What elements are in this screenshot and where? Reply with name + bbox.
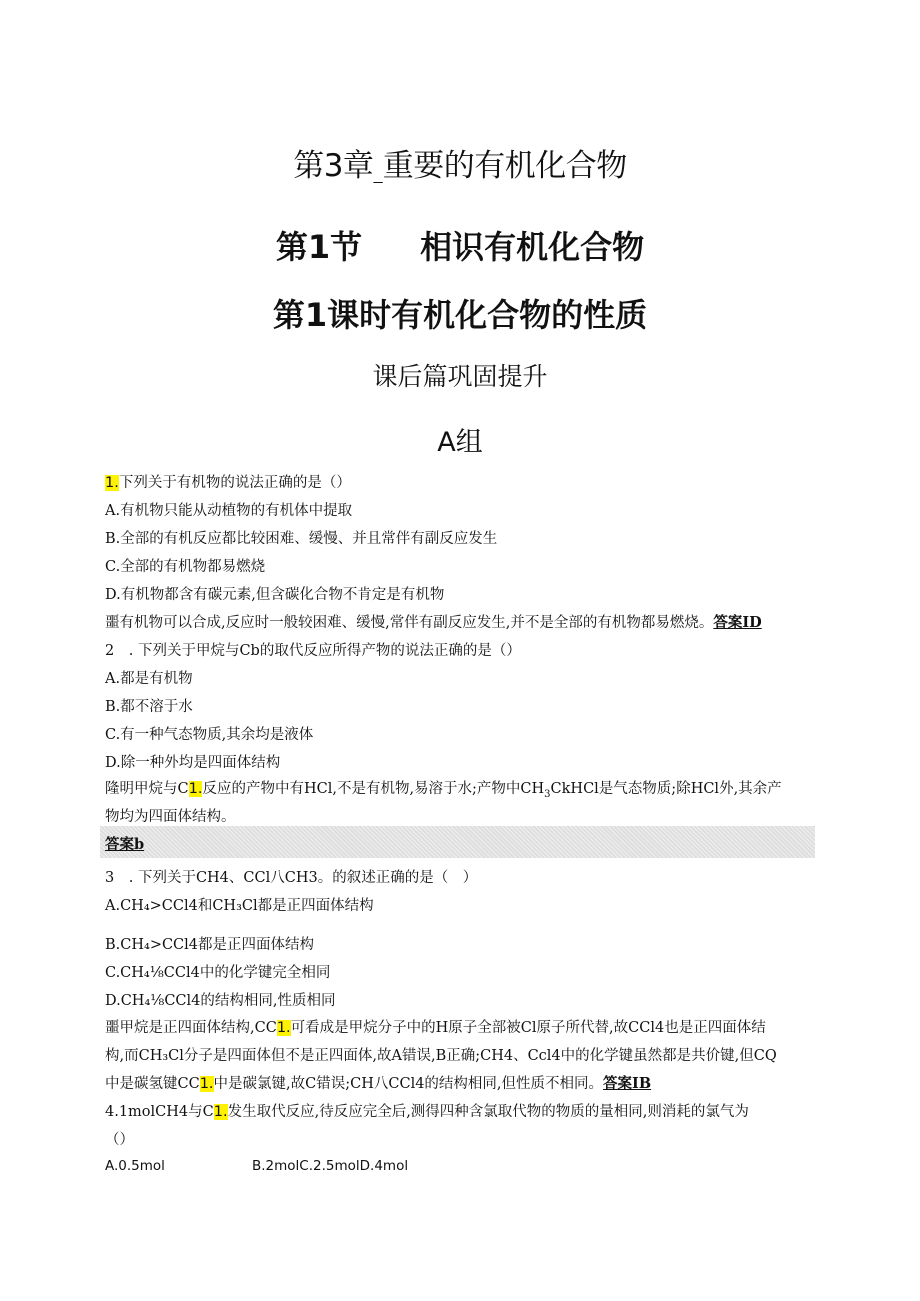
q2-analysis-part-a: 隆明甲烷与C xyxy=(105,781,189,797)
q1-option-b: B.全部的有机反应都比较困难、缓慢、并且常伴有副反应发生 xyxy=(105,531,498,547)
section-label: 第1节 xyxy=(275,228,363,266)
q3-analysis-line2: 构,而CH₃Cl分子是四面体但不是正四面体,故A错误,B正确;CH4、Ccl4中的化学键虽然都是共价键,但CQ xyxy=(105,1048,777,1064)
q2-analysis-highlight: 1. xyxy=(188,781,203,797)
q3-stem: 3 . 下列关于CH4、CCl八CH3。的叙述正确的是（ ） xyxy=(105,870,478,886)
subtitle: 课后篇巩固提升 xyxy=(372,362,548,391)
q3-option-b: B.CH₄>CCl4都是正四面体结构 xyxy=(105,937,315,953)
q4-stem-part-a: 4.1molCH4与C xyxy=(105,1104,214,1120)
q3-analysis-l1-part-a: 噩甲烷是正四面体结构,CC xyxy=(105,1020,277,1036)
section-name: 相识有机化合物 xyxy=(420,228,645,266)
q2-analysis-subscript: 3 xyxy=(544,788,551,800)
q1-answer: 答案ID xyxy=(713,614,762,631)
q2-option-a: A.都是有机物 xyxy=(105,671,193,687)
q4-stem xyxy=(105,1100,749,1121)
q2-answer xyxy=(105,833,144,854)
q2-option-b: B.都不溶于水 xyxy=(105,699,193,715)
q2-option-d: D.除一种外均是四面体结构 xyxy=(105,755,281,771)
chapter-underline-gap xyxy=(373,148,382,184)
q2-analysis-part-c: CkHCl是气态物质;除HCl外,其余产 xyxy=(550,781,782,797)
q2-answer-text: 答案b xyxy=(105,836,145,853)
q4-option-a: A.0.5mol xyxy=(105,1158,165,1174)
q1-analysis xyxy=(105,611,762,632)
q3-analysis-l1-part-b: 可看成是甲烷分子中的H原子全部被Cl原子所代替,故CCl4也是正四面体结 xyxy=(290,1020,766,1036)
q2-option-c: C.有一种气态物质,其余均是液体 xyxy=(105,727,314,743)
q4-options-rest: B.2molC.2.5molD.4mol xyxy=(252,1158,409,1174)
answer-shaded-bar xyxy=(100,826,815,858)
q3-analysis-line3 xyxy=(105,1072,651,1093)
q3-analysis-line1 xyxy=(105,1016,766,1037)
q3-option-c: C.CH₄⅛CCl4中的化学键完全相同 xyxy=(105,965,331,981)
q1-option-d: D.有机物都含有碳元素,但含碳化合物不肯定是有机物 xyxy=(105,587,445,603)
q3-option-d: D.CH₄⅛CCl4的结构相同,性质相同 xyxy=(105,993,336,1009)
q3-option-a: A.CH₄>CCl4和CH₃Cl都是正四面体结构 xyxy=(105,898,374,914)
q2-analysis-part-b: 反应的产物中有HCl,不是有机物,易溶于水;产物中CH xyxy=(202,781,545,797)
q1-analysis-text: 噩有机物可以合成,反应时一般较困难、缓慢,常伴有副反应发生,并不是全部的有机物都易燃烧。 xyxy=(105,615,714,631)
lesson-title: 第1课时有机化合物的性质 xyxy=(272,296,648,334)
chapter-prefix: 第3章 xyxy=(293,148,374,184)
group-label: A组 xyxy=(437,427,483,458)
q1-option-a: A.有机物只能从动植物的有机体中提取 xyxy=(105,503,353,519)
q1-number-highlight: 1. xyxy=(105,475,119,491)
q3-analysis-l3-part-a: 中是碳氢键CC xyxy=(105,1076,200,1092)
q3-analysis-l3-highlight: 1. xyxy=(199,1076,214,1092)
chapter-name: 重要的有机化合物 xyxy=(382,148,627,184)
q4-stem-line2: （） xyxy=(105,1132,134,1148)
q1-option-c: C.全部的有机物都易燃烧 xyxy=(105,559,266,575)
q1-stem xyxy=(105,471,351,492)
q2-analysis-line2: 物均为四面体结构。 xyxy=(105,809,236,825)
q4-stem-part-b: 发生取代反应,待反应完全后,测得四种含氯取代物的物质的量相同,则消耗的氯气为 xyxy=(227,1104,749,1120)
q1-stem-text: 下列关于有机物的说法正确的是（） xyxy=(118,475,351,491)
q2-stem: 2 . 下列关于甲烷与Cb的取代反应所得产物的说法正确的是（） xyxy=(105,643,521,659)
q3-answer: 答案IB xyxy=(603,1075,652,1092)
q4-stem-highlight: 1. xyxy=(213,1104,228,1120)
q2-analysis xyxy=(105,777,782,800)
q3-analysis-l3-part-b: 中是碳氯键,故C错误;CH八CCl4的结构相同,但性质不相同。 xyxy=(213,1076,604,1092)
section-title xyxy=(0,222,920,268)
chapter-title xyxy=(0,140,920,185)
q3-analysis-l1-highlight: 1. xyxy=(276,1020,291,1036)
